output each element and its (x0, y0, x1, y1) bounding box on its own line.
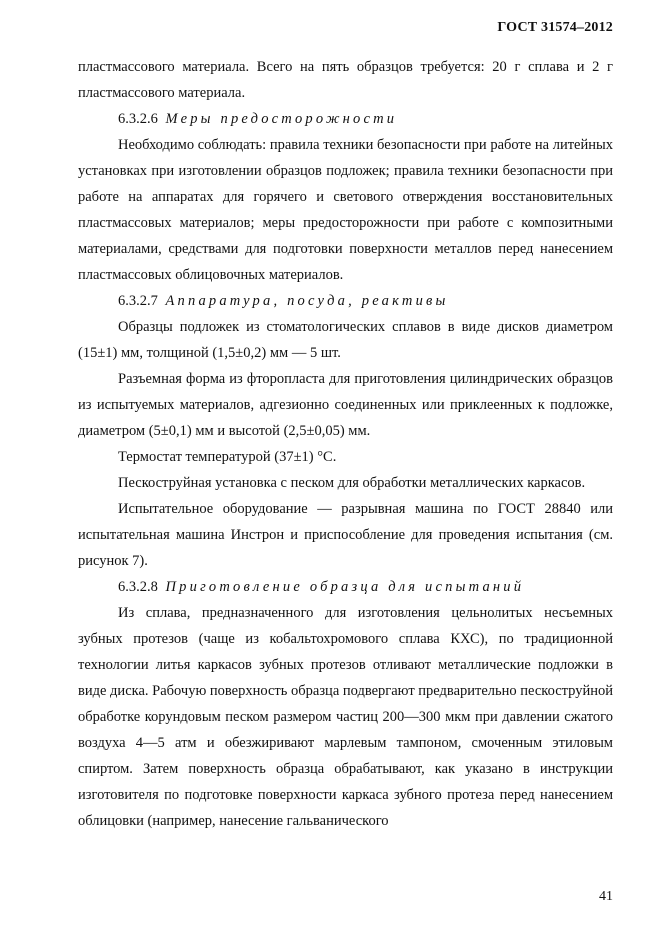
page-number: 41 (599, 889, 613, 904)
paragraph-test-equipment: Испытательное оборудование — разрывная машина по ГОСТ 28840 или испытательная машина Инстрон и приспособление для проведения испытания (см. рисунок 7). (78, 501, 613, 569)
section-number: 6.3.2.8 (118, 579, 158, 595)
section-heading-sample-preparation (78, 574, 613, 600)
section-heading-precautions (78, 106, 613, 132)
section-title: Приготовление образца для испытаний (165, 579, 525, 595)
paragraph-split-mold: Разъемная форма из фторопласта для приготовления цилиндрических образцов из испытуемых материалов, адгезионно соединенных или приклеенных к подложке, диаметром (5±0,1) мм и высотой (2,5±0,05) мм. (78, 371, 613, 439)
paragraph-materials-total: пластмассового материала. Всего на пять образцов требуется: 20 г сплава и 2 г пластмассового материала. (78, 59, 613, 101)
page-body (78, 54, 613, 834)
section-number: 6.3.2.6 (118, 111, 158, 127)
paragraph-thermostat: Термостат температурой (37±1) °С. (118, 449, 337, 465)
section-title: Аппаратура, посуда, реактивы (165, 293, 449, 309)
section-title: Меры предосторожности (165, 111, 398, 127)
section-heading-equipment (78, 288, 613, 314)
section-number: 6.3.2.7 (118, 293, 158, 309)
paragraph-safety-rules: Необходимо соблюдать: правила техники безопасности при работе на литейных установках при изготовлении образцов подложек; правила техники безопасности при работе на аппаратах для горячего и светового отверждения восстановительных пластмассовых материалов; меры предосторожности при работе с композитными материалами, средствами для подготовки поверхности металлов перед нанесением пластмассовых облицовочных материалов. (78, 137, 613, 283)
paragraph-substrate-samples: Образцы подложек из стоматологических сплавов в виде дисков диаметром (15±1) мм, толщиной (1,5±0,2) мм — 5 шт. (78, 319, 613, 361)
document-code-header: ГОСТ 31574–2012 (497, 20, 613, 35)
paragraph-sample-preparation: Из сплава, предназначенного для изготовления цельнолитых несъемных зубных протезов (чаще из кобальтохромового сплава КХС), по традиционной технологии литья каркасов зубных протезов отливают металлические подложки в виде диска. Рабочую поверхность образца подвергают предварительно пескоструйной обработке корундовым песком размером частиц 200—300 мкм при давлении сжатого воздуха 4—5 атм и обезжиривают марлевым тампоном, смоченным этиловым спиртом. Затем поверхность образца обрабатывают, как указано в инструкции изготовителя по подготовке поверхности каркаса зубного протеза перед нанесением облицовки (например, нанесение гальванического (78, 605, 613, 829)
paragraph-sandblaster: Пескоструйная установка с песком для обработки металлических каркасов. (118, 475, 586, 491)
